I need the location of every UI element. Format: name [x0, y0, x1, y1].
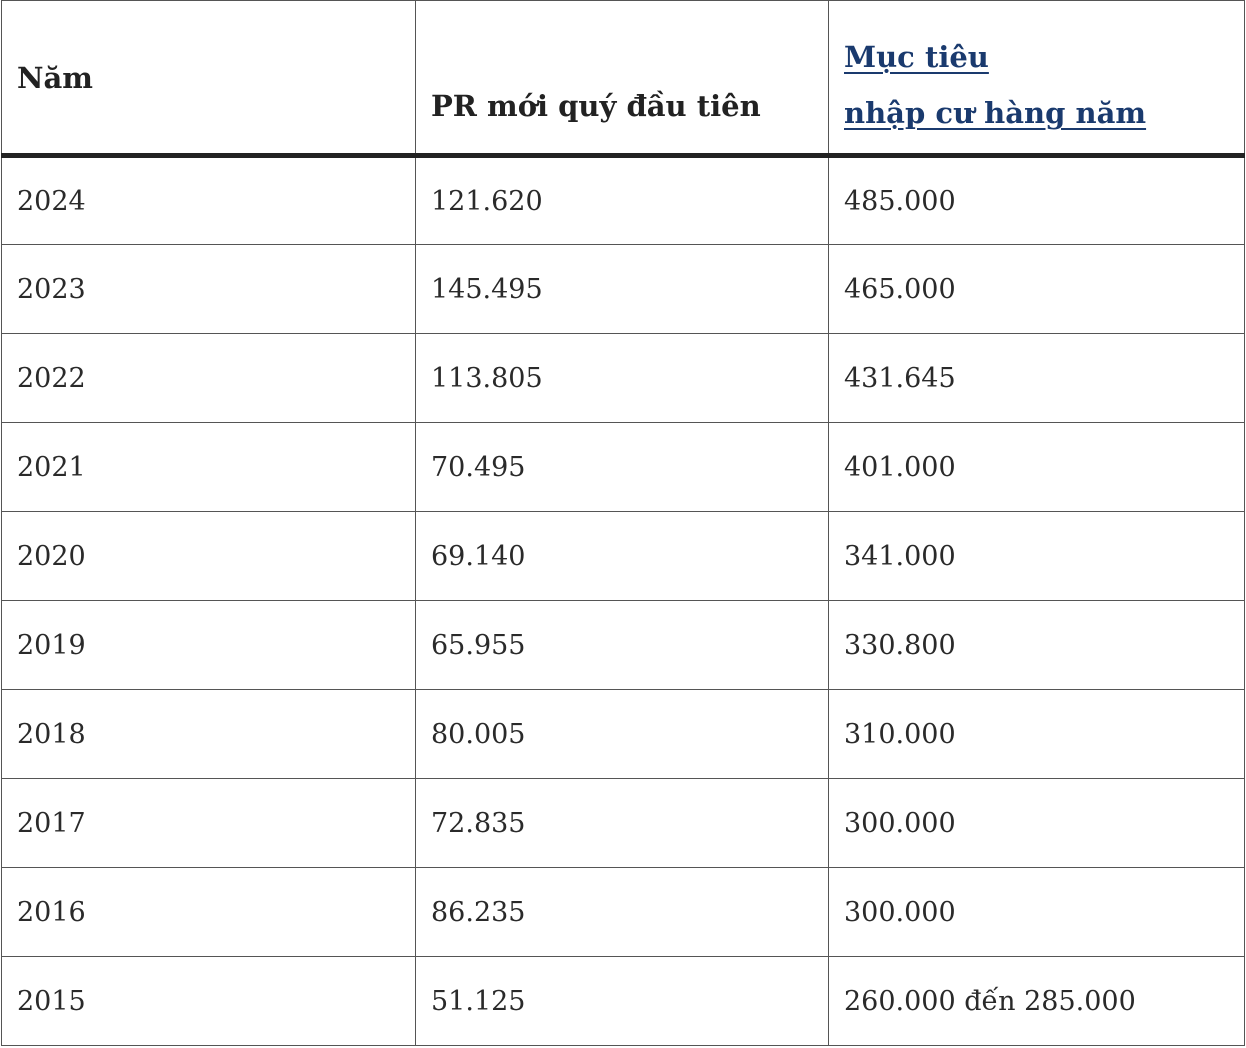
table-row — [2, 690, 1245, 779]
table-row — [2, 156, 1245, 245]
cell-year: 2017 — [2, 779, 416, 868]
cell-year: 2021 — [2, 423, 416, 512]
cell-target: 341.000 — [829, 512, 1245, 601]
cell-new-pr: 80.005 — [416, 690, 829, 779]
cell-new-pr: 86.235 — [416, 868, 829, 957]
cell-year: 2016 — [2, 868, 416, 957]
cell-year: 2024 — [2, 156, 416, 245]
cell-year: 2018 — [2, 690, 416, 779]
header-target-link-line2[interactable]: nhập cư hàng năm — [844, 96, 1147, 130]
table-row — [2, 601, 1245, 690]
cell-new-pr: 121.620 — [416, 156, 829, 245]
cell-year: 2022 — [2, 334, 416, 423]
cell-target: 300.000 — [829, 779, 1245, 868]
table-row — [2, 779, 1245, 868]
cell-new-pr: 145.495 — [416, 245, 829, 334]
table-row — [2, 245, 1245, 334]
table-row — [2, 512, 1245, 601]
table-row — [2, 334, 1245, 423]
header-target-link-line1[interactable]: Mục tiêu — [844, 40, 989, 74]
cell-target: 300.000 — [829, 868, 1245, 957]
table-row — [2, 423, 1245, 512]
table-header-row — [2, 1, 1245, 156]
immigration-table — [1, 0, 1245, 1046]
cell-year: 2023 — [2, 245, 416, 334]
table-row — [2, 868, 1245, 957]
header-annual-immigration-target — [829, 1, 1245, 156]
cell-target: 431.645 — [829, 334, 1245, 423]
cell-year: 2015 — [2, 957, 416, 1046]
cell-target: 485.000 — [829, 156, 1245, 245]
cell-target: 330.800 — [829, 601, 1245, 690]
cell-new-pr: 65.955 — [416, 601, 829, 690]
cell-year: 2020 — [2, 512, 416, 601]
header-year: Năm — [2, 1, 416, 156]
cell-year: 2019 — [2, 601, 416, 690]
cell-new-pr: 69.140 — [416, 512, 829, 601]
cell-target: 260.000 đến 285.000 — [829, 957, 1245, 1046]
table-row — [2, 957, 1245, 1046]
cell-target: 310.000 — [829, 690, 1245, 779]
cell-target: 465.000 — [829, 245, 1245, 334]
immigration-table-container — [1, 0, 1244, 1048]
cell-new-pr: 72.835 — [416, 779, 829, 868]
header-new-pr-first-quarter: PR mới quý đầu tiên — [416, 1, 829, 156]
cell-target: 401.000 — [829, 423, 1245, 512]
cell-new-pr: 70.495 — [416, 423, 829, 512]
cell-new-pr: 51.125 — [416, 957, 829, 1046]
cell-new-pr: 113.805 — [416, 334, 829, 423]
